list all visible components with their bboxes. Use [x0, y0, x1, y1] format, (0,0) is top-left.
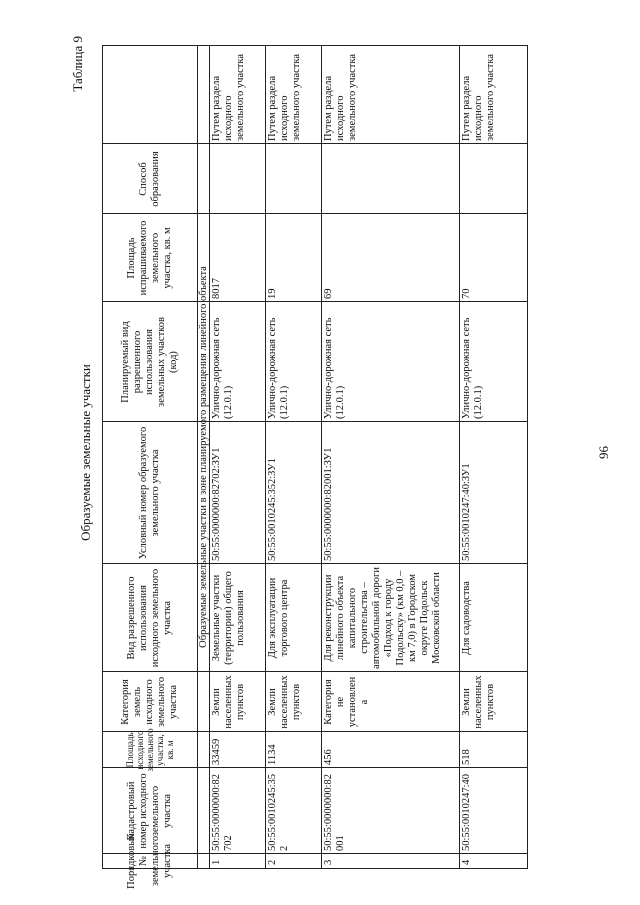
row4-method: Путем раздела исходного земельного участка	[461, 54, 496, 141]
row1-planned-use: Улично-дорожная сеть (12.0.1)	[211, 317, 234, 419]
row2-new-number: 50:55:0010245:352:ЗУ1	[267, 458, 278, 561]
table-title: Образуемые земельные участки	[78, 364, 93, 541]
header-num: Порядковый № земельного участка	[126, 833, 173, 889]
header-planned-use: Планируемый вид разрешенного использования земельных участков (код)	[120, 317, 179, 407]
row1-requested-area: 8017	[211, 278, 222, 299]
row2-requested-area: 19	[267, 288, 278, 299]
row1-use: Земельные участки (территории) общего пользования	[211, 571, 246, 665]
row2-method: Путем раздела исходного земельного участка	[267, 54, 302, 141]
header-category: Категория земель исходного земельного участка	[120, 676, 179, 728]
row2-planned-use: Улично-дорожная сеть (12.0.1)	[267, 317, 290, 419]
header-area: Площадь исходного земельного участка, кв. м	[125, 728, 175, 772]
row2-cadastral: 50:55:0010245:352	[267, 773, 290, 851]
land-plots-table	[102, 45, 528, 889]
row4-cadastral: 50:55:0010247:40	[461, 773, 472, 851]
row1-cadastral: 50:55:0000000:82702	[211, 773, 234, 851]
row1-area: 33459	[211, 738, 222, 765]
section-title: Образуемые земельные участки в зоне планируемого размещения линейного объекта	[198, 266, 209, 648]
row2-use: Для эксплуатации торгового центра	[267, 577, 290, 659]
row3-num: 3	[323, 859, 334, 865]
row1-category: Земли населенных пунктов	[211, 675, 246, 729]
row2-num: 2	[267, 859, 278, 865]
header-new-number: Условный номер образуемого земельного участка	[138, 426, 161, 560]
row4-num: 4	[461, 859, 472, 865]
row4-area: 518	[461, 749, 472, 765]
row3-new-number: 50:55:0000000:82001:ЗУ1	[323, 447, 334, 561]
row1-num: 1	[211, 859, 222, 865]
header-cadastral: Кадастровый номер исходного земельного участка	[126, 773, 173, 849]
header-method: Способ образования	[138, 151, 161, 207]
row4-use: Для садоводства	[461, 581, 472, 655]
row4-planned-use: Улично-дорожная сеть (12.0.1)	[461, 317, 484, 419]
row4-new-number: 50:55:0010247:40:ЗУ1	[461, 463, 472, 561]
row1-new-number: 50:55:0000000:82702:ЗУ1	[211, 447, 222, 561]
row3-requested-area: 69	[323, 288, 334, 299]
header-method-label	[103, 44, 197, 144]
row1-method: Путем раздела исходного земельного участка	[211, 54, 246, 141]
header-requested-area: Площадь испрашиваемого земельного участка, кв. м	[126, 220, 173, 296]
row3-category: Категория не установлена	[323, 676, 370, 728]
row2-category: Земли населенных пунктов	[267, 675, 302, 729]
row3-cadastral: 50:55:0000000:82001	[323, 773, 346, 851]
row3-method: Путем раздела исходного земельного участка	[323, 54, 358, 141]
row4-category: Земли населенных пунктов	[461, 675, 496, 729]
row3-use: Для реконструкции линейного объекта капитального строительства – автомобильной дороги «Подход к городу Подольску» (км 0,0 – км 7,0) в Городском округе Подольск Московской области	[323, 567, 442, 669]
page-number: 96	[596, 446, 611, 459]
header-use: Вид разрешенного использования исходного земельного участка	[126, 568, 173, 668]
row3-area: 456	[323, 749, 334, 765]
table-label: Таблица 9	[70, 36, 85, 92]
row2-area: 1134	[267, 744, 278, 765]
row4-requested-area: 70	[461, 288, 472, 299]
row3-planned-use: Улично-дорожная сеть (12.0.1)	[323, 317, 346, 419]
